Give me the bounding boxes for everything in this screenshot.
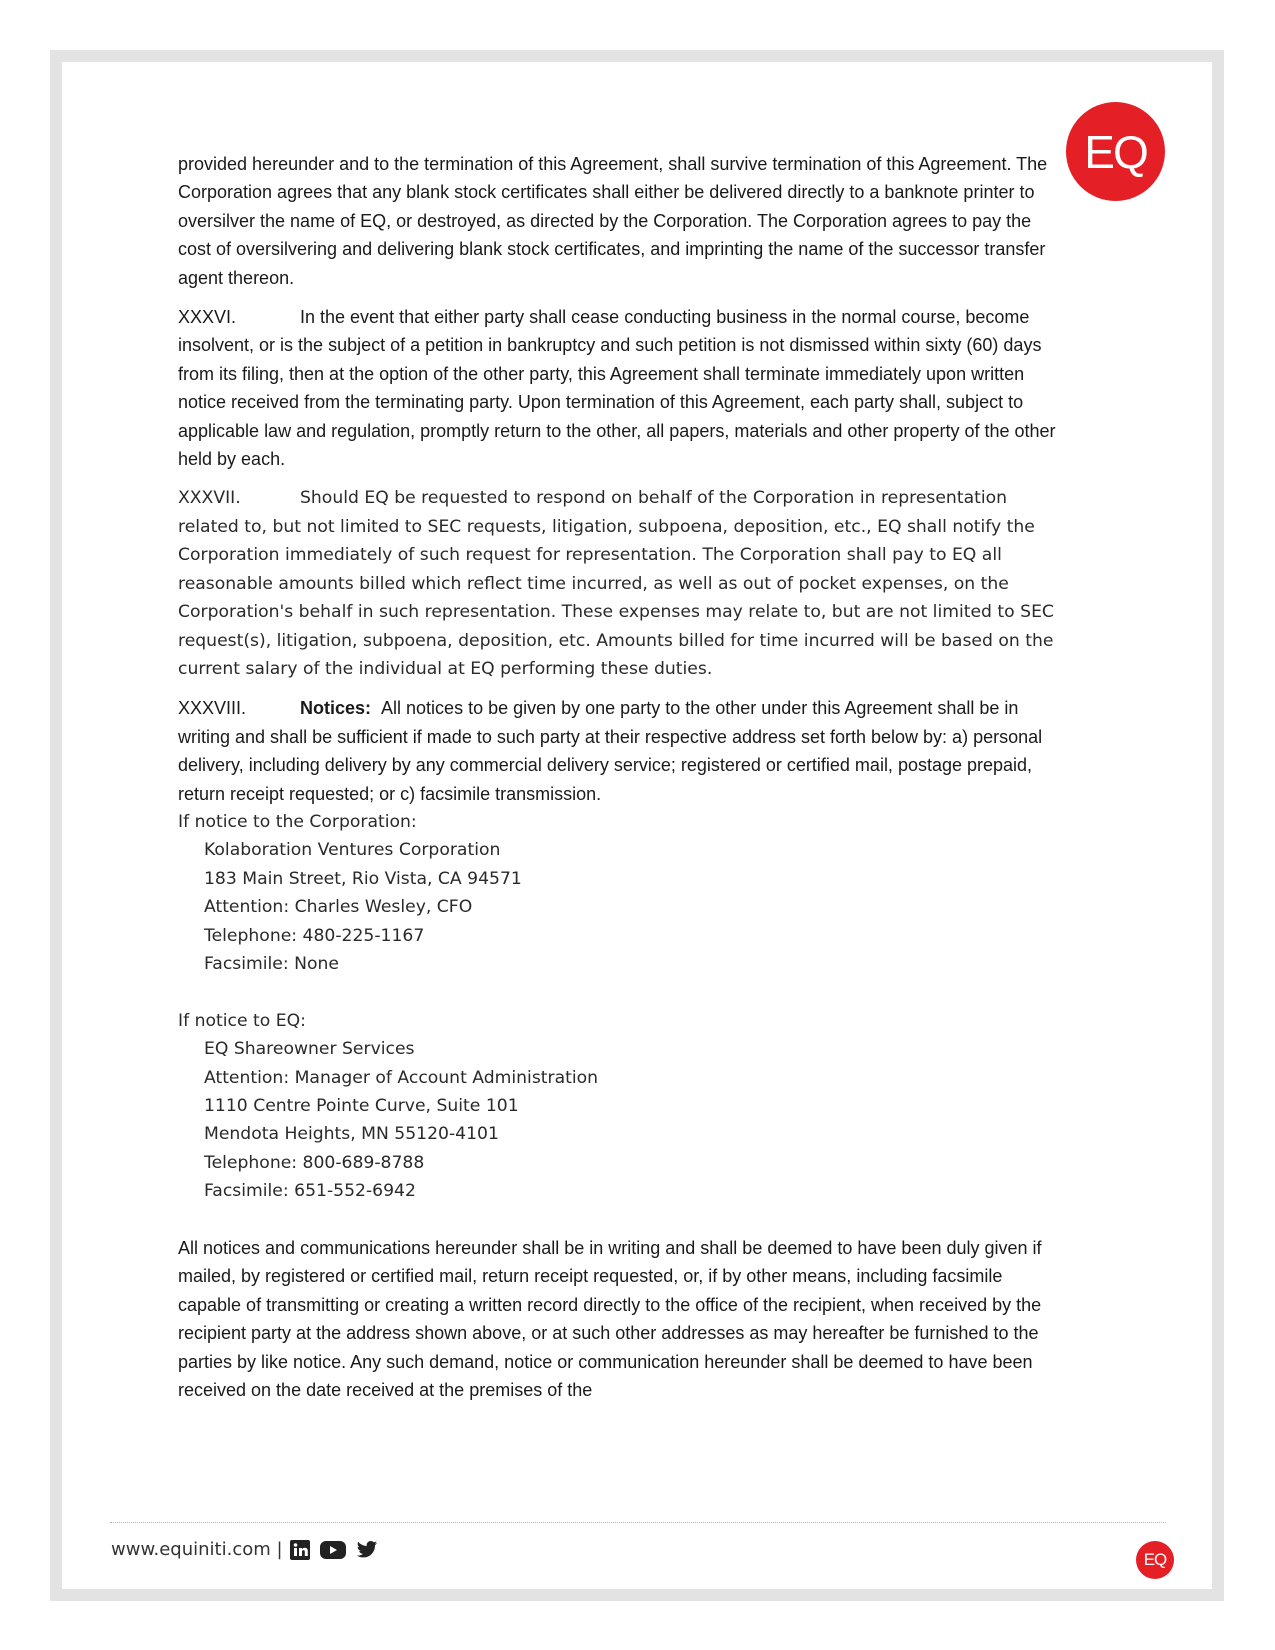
section-xxxviii [178, 694, 1068, 808]
address-line: Attention: Manager of Account Administration [204, 1067, 599, 1088]
section-number: XXXVI. [178, 307, 237, 328]
section-text: All notices to be given by one party to the other under this Agreement shall be in writing and shall be sufficient if made to such party at their respective address set forth below by: a) personal delivery, including delivery by any commercial delivery service; registered or certified mail, postage prepaid, return receipt requested; or c) facsimile transmission. [178, 698, 1043, 804]
linkedin-icon[interactable] [290, 1540, 310, 1565]
section-heading: Notices: [300, 698, 372, 719]
twitter-icon[interactable] [356, 1540, 378, 1565]
footer-divider [110, 1522, 1166, 1523]
document-body [178, 150, 1068, 1404]
section-text: Should EQ be requested to respond on behalf of the Corporation in representation related to, but not limited to SEC requests, litigation, subpoena, deposition, etc., EQ shall notify the Corporation immediately of such request for representation. The Corporation shall pay to EQ all reasonable amounts billed which reflect time incurred, as well as out of pocket expenses, on the Corporation's behalf in such representation. These expenses may relate to, but are not limited to SEC request(s), litigation, subpoena, deposition, etc. Amounts billed for time incurred will be based on the current salary of the individual at EQ performing these duties. [178, 488, 1054, 679]
address-line: 1110 Centre Pointe Curve, Suite 101 [204, 1095, 519, 1116]
youtube-icon[interactable] [320, 1540, 346, 1565]
footer-separator: | [276, 1539, 283, 1560]
address-line: Telephone: 480-225-1167 [204, 925, 425, 946]
section-text: In the event that either party shall cease conducting business in the normal course, become insolvent, or is the subject of a petition in bankruptcy and such petition is not dismissed within sixty (60) days from its filing, then at the option of the other party, this Agreement shall terminate immediately upon written notice received from the terminating party. Upon termination of this Agreement, each party shall, subject to applicable law and regulation, promptly return to the other, all papers, materials and other property of the other held by each. [178, 307, 1056, 470]
section-xxxvii [178, 484, 1068, 683]
social-icons [290, 1540, 378, 1565]
address-line: Mendota Heights, MN 55120-4101 [204, 1124, 499, 1145]
section-xxxvi [178, 303, 1068, 473]
eq-notice [178, 1007, 1068, 1234]
section-number: XXXVIII. [178, 698, 247, 719]
address-line: EQ Shareowner Services [204, 1039, 415, 1060]
address-line: Attention: Charles Wesley, CFO [204, 897, 473, 918]
corporation-notice-label: If notice to the Corporation: [178, 811, 417, 832]
address-line: 183 Main Street, Rio Vista, CA 94571 [204, 868, 522, 889]
eq-logo: EQ [1066, 102, 1165, 201]
footer-url[interactable]: www.equiniti.com | [111, 1539, 283, 1560]
eq-footer-logo: EQ [1136, 1541, 1174, 1579]
address-line: Kolaboration Ventures Corporation [204, 840, 501, 861]
section-number: XXXVII. [178, 488, 241, 509]
address-line: Facsimile: 651-552-6942 [204, 1181, 416, 1202]
address-line: Facsimile: None [204, 953, 339, 974]
intro-paragraph: provided hereunder and to the termination of this Agreement, shall survive termination of this Agreement. The Corporation agrees that any blank stock certificates shall either be delivered directly to a banknote printer to oversilver the name of EQ, or destroyed, as directed by the Corporation. The Corporation agrees to pay the cost of oversilvering and delivering blank stock certificates, and imprinting the name of the successor transfer agent thereon. [178, 154, 1048, 288]
eq-notice-label: If notice to EQ: [178, 1010, 306, 1031]
corporation-notice [178, 808, 1068, 1007]
closing-paragraph: All notices and communications hereunder shall be in writing and shall be deemed to have been duly given if mailed, by registered or certified mail, return receipt requested, or, if by other means, including facsimile capable of transmitting or creating a written record directly to the office of the recipient, when received by the recipient party at the address shown above, or at such other addresses as may hereafter be furnished to the parties by like notice. Any such demand, notice or communication hereunder shall be deemed to have been received on the date received at the premises of the [178, 1238, 1042, 1401]
address-line: Telephone: 800-689-8788 [204, 1152, 425, 1173]
